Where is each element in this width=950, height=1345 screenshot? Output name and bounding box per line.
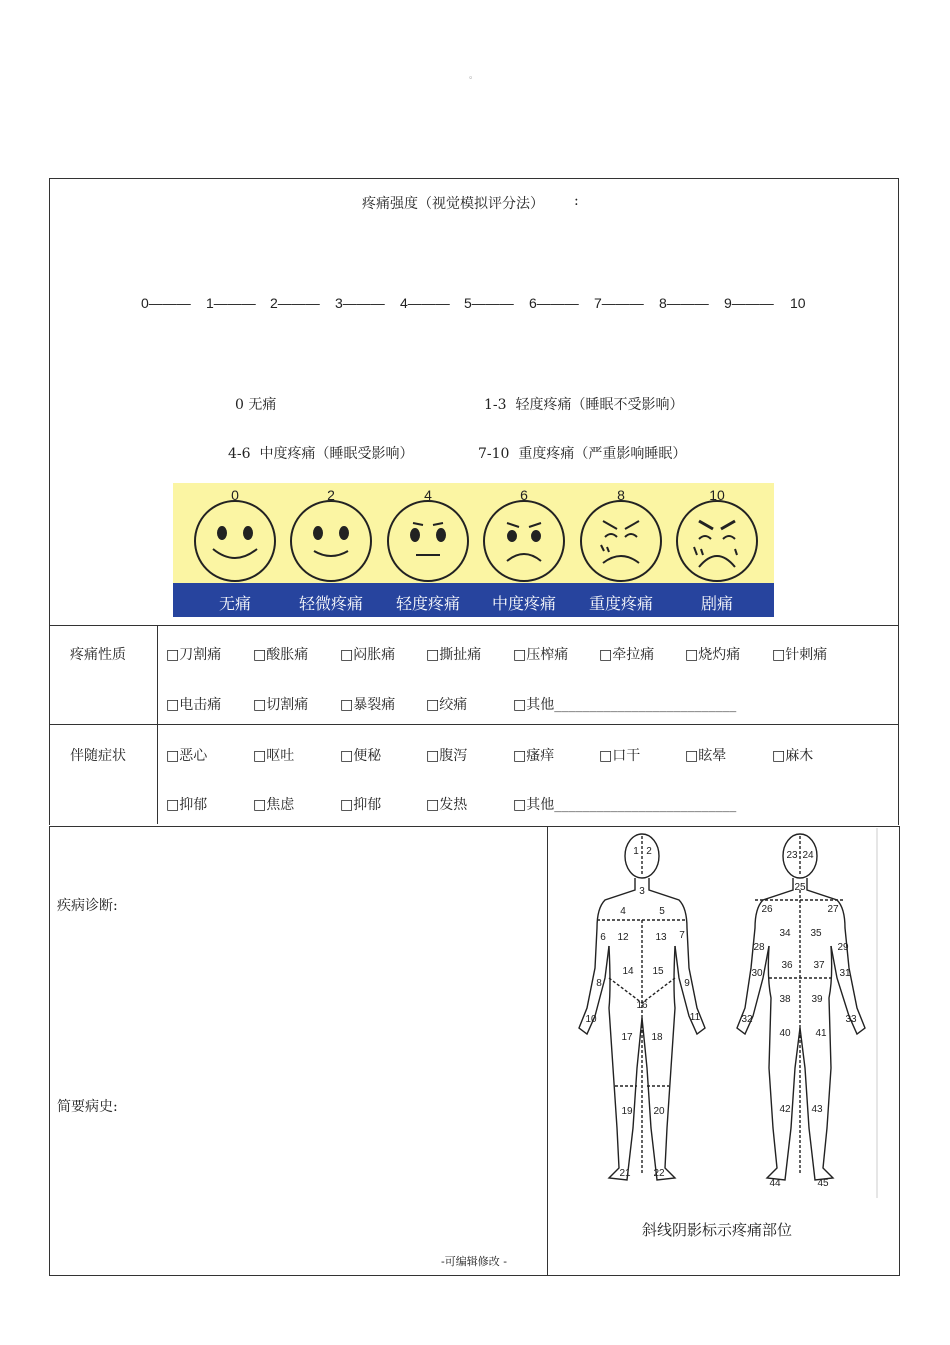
zone-label: 25 (794, 882, 806, 893)
zone-label: 13 (655, 932, 667, 943)
zone-label: 32 (741, 1014, 753, 1025)
zone-label: 42 (779, 1104, 791, 1115)
level-moderate: 4-6 中度疼痛（睡眠受影响） (228, 446, 414, 462)
scale-tick: 6——— (529, 295, 579, 311)
zone-label: 12 (617, 932, 629, 943)
zone-label: 45 (817, 1178, 829, 1189)
zone-label: 20 (653, 1106, 665, 1117)
face-0-icon (195, 501, 275, 581)
pain-nature-label: 疼痛性质 (70, 647, 126, 663)
header-mark: 。 (469, 71, 479, 81)
scale-tick: 10 (790, 295, 806, 311)
checkbox-symptom[interactable]: □抑郁 (340, 797, 382, 813)
checkbox-symptom[interactable]: □恶心 (166, 748, 208, 764)
checkbox-symptom[interactable]: □眩晕 (685, 748, 727, 764)
zone-label: 10 (585, 1014, 597, 1025)
scale-tick: 9——— (724, 295, 774, 311)
checkbox-symptom[interactable]: □口干 (599, 748, 641, 764)
scale-tick: 1——— (206, 295, 256, 311)
zone-label: 22 (653, 1168, 665, 1179)
checkbox-pain-nature[interactable]: □牵拉痛 (599, 647, 655, 663)
scale-tick: 0——— (141, 295, 191, 311)
level-none: 0 无痛 (235, 397, 277, 413)
pain-intensity-colon: : (574, 193, 579, 209)
faces-pain-scale (173, 483, 774, 617)
zone-label: 5 (659, 906, 665, 917)
zone-label: 34 (779, 928, 791, 939)
zone-label: 4 (620, 906, 626, 917)
checkbox-symptom-other[interactable]: □其他__________________________ (513, 797, 737, 813)
zone-label: 30 (751, 968, 763, 979)
face-number: 8 (617, 487, 625, 503)
face-4-icon (388, 501, 468, 581)
face-label: 轻度疼痛 (395, 594, 460, 613)
diagnosis-label: 疾病诊断: (57, 898, 118, 914)
face-label: 重度疼痛 (588, 594, 653, 613)
body-chart-caption: 斜线阴影标示疼痛部位 (642, 1221, 793, 1239)
history-label: 简要病史: (57, 1099, 118, 1115)
face-number: 0 (231, 487, 239, 503)
checkbox-pain-nature[interactable]: □刀割痛 (166, 647, 222, 663)
face-6-icon (484, 501, 564, 581)
zone-label: 14 (622, 966, 634, 977)
label-column-divider (157, 625, 158, 824)
checkbox-symptom[interactable]: □抑郁 (166, 797, 208, 813)
zone-label: 17 (621, 1032, 633, 1043)
checkbox-symptom[interactable]: □焦虑 (253, 797, 295, 813)
zone-label: 3 (639, 886, 645, 897)
pain-intensity-title: 疼痛强度（视觉模拟评分法） (362, 196, 544, 212)
checkbox-pain-nature[interactable]: □酸胀痛 (253, 647, 309, 663)
checkbox-symptom[interactable]: □发热 (426, 797, 468, 813)
zone-label: 29 (837, 942, 849, 953)
zone-label: 7 (679, 930, 685, 941)
zone-label: 26 (761, 904, 773, 915)
face-label: 轻微疼痛 (298, 594, 363, 613)
level-severe: 7-10 重度疼痛（严重影响睡眠） (478, 446, 687, 462)
face-number: 6 (520, 487, 528, 503)
zone-label: 33 (845, 1014, 857, 1025)
face-2-icon (291, 501, 371, 581)
scale-tick: 5——— (464, 295, 514, 311)
diagnosis-field[interactable] (130, 888, 540, 1068)
zone-label: 39 (811, 994, 823, 1005)
checkbox-symptom[interactable]: □便秘 (340, 748, 382, 764)
scale-tick: 4——— (400, 295, 450, 311)
zone-label: 19 (621, 1106, 633, 1117)
checkbox-symptom[interactable]: □呕吐 (253, 748, 295, 764)
divider-symptoms (49, 724, 898, 725)
zone-label: 37 (813, 960, 825, 971)
zone-label: 1 (633, 846, 639, 857)
checkbox-pain-nature[interactable]: □闷胀痛 (340, 647, 396, 663)
face-number: 10 (709, 487, 725, 503)
zone-label: 6 (600, 932, 606, 943)
checkbox-pain-nature-other[interactable]: □其他__________________________ (513, 697, 737, 713)
scale-tick: 8——— (659, 295, 709, 311)
zone-label: 36 (781, 960, 793, 971)
lower-table-divider (547, 826, 548, 1275)
checkbox-pain-nature[interactable]: □电击痛 (166, 697, 222, 713)
zone-label: 2 (646, 846, 652, 857)
zone-label: 35 (810, 928, 822, 939)
checkbox-pain-nature[interactable]: □切割痛 (253, 697, 309, 713)
zone-label: 9 (684, 978, 690, 989)
zone-label: 44 (769, 1178, 781, 1189)
footer-note: -可编辑修改 - (441, 1255, 507, 1268)
scale-tick: 3——— (335, 295, 385, 311)
history-field[interactable] (130, 1088, 540, 1238)
zone-label: 28 (753, 942, 765, 953)
face-8-icon (581, 501, 661, 581)
zone-label: 31 (839, 968, 851, 979)
checkbox-pain-nature[interactable]: □烧灼痛 (685, 647, 741, 663)
zone-label: 27 (827, 904, 839, 915)
checkbox-pain-nature[interactable]: □撕扯痛 (426, 647, 482, 663)
checkbox-symptom[interactable]: □腹泻 (426, 748, 468, 764)
checkbox-pain-nature[interactable]: □压榨痛 (513, 647, 569, 663)
level-mild: 1-3 轻度疼痛（睡眠不受影响） (484, 397, 684, 413)
checkbox-symptom[interactable]: □瘙痒 (513, 748, 555, 764)
face-number: 4 (424, 487, 432, 503)
zone-label: 43 (811, 1104, 823, 1115)
face-label: 剧痛 (700, 594, 733, 613)
body-outline-svg (565, 828, 878, 1198)
zone-label: 18 (651, 1032, 663, 1043)
checkbox-symptom[interactable]: □麻木 (772, 748, 814, 764)
zone-label: 21 (619, 1168, 631, 1179)
faces-svg (173, 483, 774, 583)
zone-label: 11 (689, 1012, 701, 1023)
zone-label: 24 (802, 850, 814, 861)
zone-label: 41 (815, 1028, 827, 1039)
body-chart[interactable] (565, 828, 878, 1198)
scale-tick: 2——— (270, 295, 320, 311)
scale-tick: 7——— (594, 295, 644, 311)
zone-label: 8 (596, 978, 602, 989)
zone-label: 15 (652, 966, 664, 977)
zone-label: 16 (636, 1000, 648, 1011)
face-number: 2 (327, 487, 335, 503)
checkbox-pain-nature[interactable]: □暴裂痛 (340, 697, 396, 713)
face-label: 无痛 (218, 594, 251, 613)
face-10-icon (677, 501, 757, 581)
divider-nature (49, 625, 898, 626)
checkbox-pain-nature[interactable]: □绞痛 (426, 697, 468, 713)
zone-label: 23 (786, 850, 798, 861)
zone-label: 38 (779, 994, 791, 1005)
zone-label: 40 (779, 1028, 791, 1039)
symptoms-label: 伴随症状 (70, 748, 126, 764)
face-label: 中度疼痛 (491, 594, 556, 613)
checkbox-pain-nature[interactable]: □针刺痛 (772, 647, 828, 663)
